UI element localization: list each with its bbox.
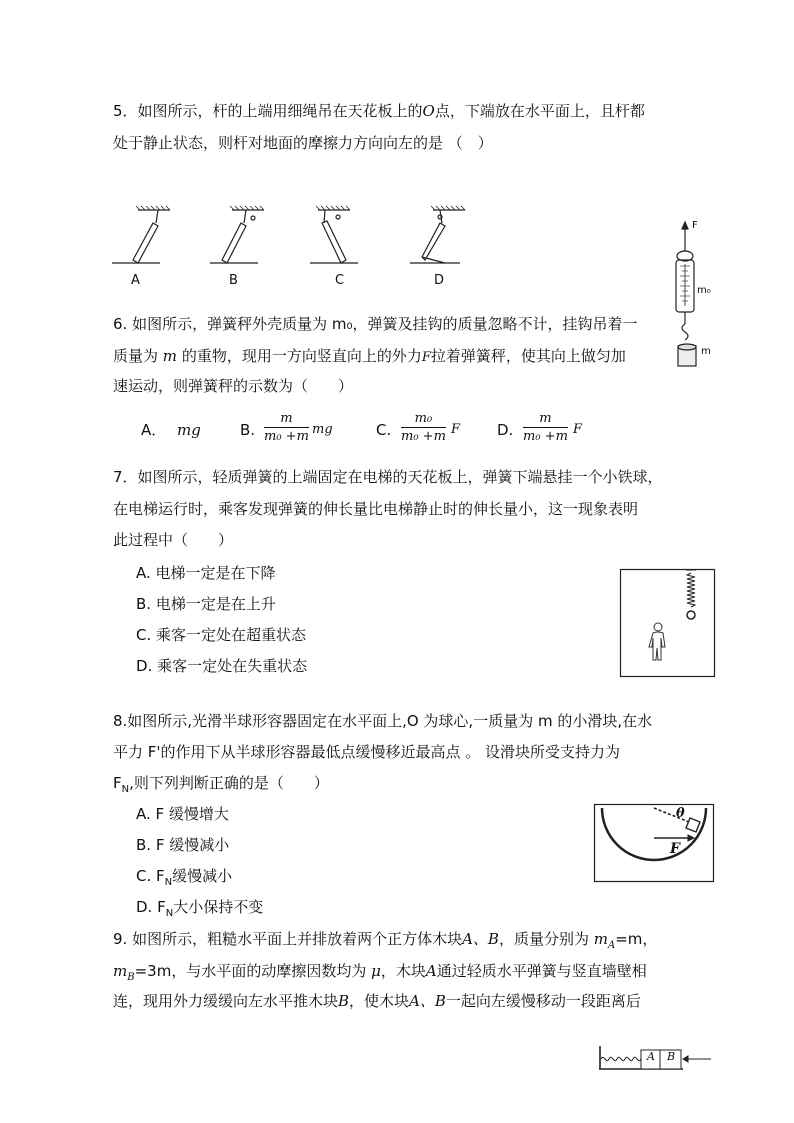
q6-fig-F: F (692, 220, 698, 231)
q9-line2 (113, 961, 647, 988)
q9-line3 (113, 991, 641, 1011)
q9-text-c: =3m，与水平面的动摩擦因数均为 (134, 962, 367, 980)
q6-fig-m0: m₀ (697, 285, 711, 296)
q7-line2: 在电梯运行时，乘客发现弹簧的伸长量比电梯静止时的伸长量小，这一现象表明 (113, 500, 639, 518)
q8-opt-d-sub: N (165, 908, 174, 919)
q7-option-d: D. 乘客一定处在失重状态 (136, 657, 308, 675)
q8-option-c (136, 866, 232, 893)
q9-ma-sub: A (607, 940, 616, 951)
q9-b: B (338, 992, 350, 1010)
q6-option-b-label: B. (240, 421, 256, 439)
q8-option-b: B. F 缓慢减小 (136, 836, 230, 854)
q9-ma-eq: =m， (615, 930, 658, 948)
q9-blocks-figure (599, 1044, 714, 1070)
q9-text-g: ，使木块 (349, 992, 410, 1010)
q9-text-a: 9. 如图所示，粗糙水平面上并排放着两个正方体木块 (113, 930, 463, 948)
q5-text-a: 5．如图所示，杆的上端用细绳吊在天花板上的 (113, 102, 423, 120)
q9-ab2: A、B (409, 992, 446, 1010)
q6-option-d-label: D. (497, 421, 514, 439)
q6-text-c: 拉着弹簧秤，使其向上做匀加 (430, 347, 626, 365)
q6-F: F (421, 350, 431, 365)
q8-hemisphere-figure (594, 804, 714, 882)
q6-fig-m: m (701, 346, 711, 357)
q6-option-d-fraction (523, 411, 568, 446)
q6-line2 (113, 346, 626, 368)
q9-fig-b: B (667, 1050, 676, 1063)
q6-line3: 速运动，则弹簧秤的示数为（ ） (113, 377, 354, 395)
q9-mb-sub: B (127, 972, 135, 983)
q8-line1: 8.如图所示,光滑半球形容器固定在水平面上,O 为球心,一质量为 m 的小滑块,在水 (113, 712, 653, 730)
q6-opt-c-num: m₀ (401, 411, 446, 428)
q5-label-b: B (229, 273, 238, 288)
q5-figure-a (112, 206, 170, 263)
q7-line1: 7．如图所示，轻质弹簧的上端固定在电梯的天花板上，弹簧下端悬挂一个小铁球， (113, 468, 663, 486)
q6-opt-d-num: m (523, 411, 568, 428)
q7-option-b: B. 电梯一定是在上升 (136, 595, 276, 613)
q6-option-a (141, 420, 201, 440)
q5-figure-b (210, 206, 264, 263)
q6-m: m (162, 347, 178, 365)
q5-label-a: A (131, 273, 140, 288)
q8-fn-sub: N (121, 784, 130, 795)
q9-text-d: ，木块 (380, 962, 426, 980)
q6-option-c-label: C. (376, 421, 392, 439)
q8-opt-d-b: 大小保持不变 (173, 898, 264, 916)
q6-spring-scale-figure (668, 216, 728, 376)
q6-opt-d-den: m₀ +m (523, 429, 568, 444)
q5-text-b: 点，下端放在水平面上，且杆都 (434, 102, 645, 120)
q5-figure-d (410, 206, 465, 263)
q8-opt-c-b: 缓慢减小 (172, 867, 233, 885)
q9-mb: m (113, 962, 128, 980)
q6-text-a: 质量为 (113, 347, 159, 365)
q6-option-b-fraction (264, 411, 309, 446)
q5-figures (110, 205, 450, 275)
q7-line3: 此过程中（ ） (113, 531, 234, 549)
q8-line3 (113, 773, 329, 800)
q5-figure-c (310, 206, 358, 263)
q9-ab: A、B (462, 930, 499, 948)
q6-option-c-tail: F (451, 422, 461, 437)
q6-text-b: 的重物，现用一方向竖直向上的外力 (181, 347, 422, 365)
q6-line1: 6. 如图所示，弹簧秤外壳质量为 m₀，弹簧及挂钩的质量忽略不计，挂钩吊着一 (113, 315, 638, 333)
q6-opt-a-label: A． (141, 421, 167, 439)
q6-option-d-tail: F (573, 422, 583, 437)
q9-a: A (425, 962, 437, 980)
q6-option-b-tail: mg (312, 422, 333, 437)
q9-text-f: 连，现用外力缓缓向左水平推木块 (113, 992, 339, 1010)
q7-elevator-figure (620, 569, 715, 677)
q6-opt-b-den: m₀ +m (264, 429, 309, 444)
q6-opt-b-num: m (264, 411, 309, 428)
q7-option-a: A. 电梯一定是在下降 (136, 564, 276, 582)
q9-line1 (113, 929, 657, 956)
q8-opt-c-sub: N (164, 877, 173, 888)
q6-option-c-fraction (401, 411, 446, 446)
q8-text-b: ,则下列判断正确的是（ ） (129, 774, 329, 792)
q8-fig-F: F (670, 841, 680, 857)
q5-label-c: C (335, 273, 345, 288)
q6-opt-a-expr: mg (177, 421, 201, 439)
q5-line1 (113, 101, 645, 121)
q8-fig-theta: θ (676, 806, 685, 821)
q7-option-c: C. 乘客一定处在超重状态 (136, 626, 307, 644)
q9-text-b: ，质量分别为 (498, 930, 589, 948)
q8-line2: 平力 F'的作用下从半球形容器最低点缓慢移近最高点 。 设滑块所受支持力为 (113, 743, 621, 761)
q5-label-d: D (434, 273, 445, 288)
q8-option-a: A. F 缓慢增大 (136, 805, 229, 823)
q8-option-d (136, 897, 263, 924)
q6-opt-c-den: m₀ +m (401, 429, 446, 444)
q8-opt-d-a: D. F (136, 898, 166, 916)
q9-mu: μ (371, 962, 381, 980)
q9-ma: m (593, 930, 608, 948)
q8-opt-c-a: C. F (136, 867, 165, 885)
q5-o-point: O (422, 102, 435, 120)
q9-text-e: 通过轻质水平弹簧与竖直墙壁相 (436, 962, 647, 980)
q8-fn-f: F (113, 774, 122, 792)
q5-line2: 处于静止状态，则杆对地面的摩擦力方向向左的是 （ ） (113, 134, 493, 152)
q9-text-h: 一起向左缓慢移动一段距离后 (445, 992, 641, 1010)
q9-fig-a: A (647, 1050, 655, 1063)
